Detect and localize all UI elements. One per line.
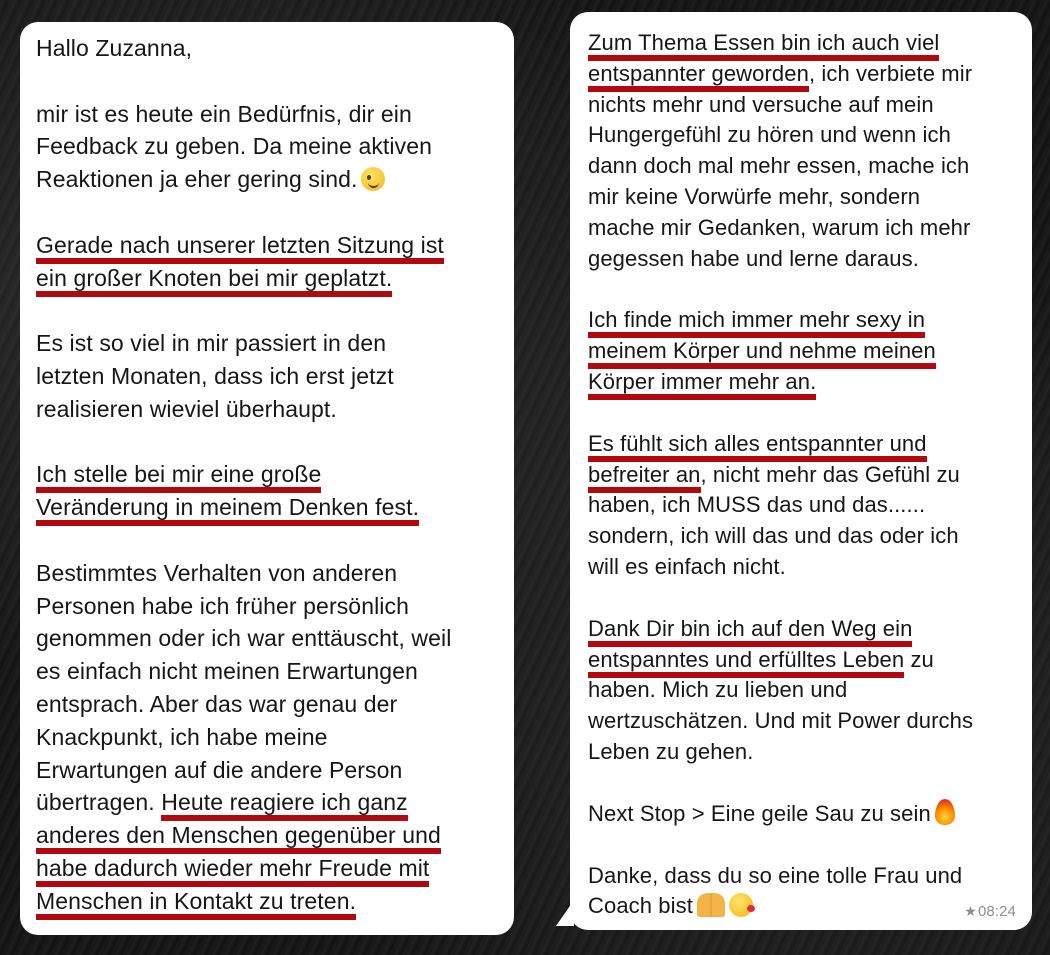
highlighted-text: Gerade nach unserer letzten Sitzung ist <box>36 232 444 264</box>
message-line <box>36 786 500 819</box>
message-line <box>588 120 1020 151</box>
message-text: Coach bist <box>588 893 693 919</box>
highlighted-text: entspanntes und erfülltes Leben <box>588 647 904 678</box>
message-line <box>36 557 500 590</box>
message-line <box>36 393 500 426</box>
message-line <box>36 754 500 787</box>
message-line <box>588 490 1020 521</box>
message-text: sondern, ich will das und das oder ich <box>588 523 959 549</box>
paragraph-gap <box>588 583 1020 614</box>
message-line <box>36 32 500 65</box>
message-line <box>588 59 1020 90</box>
message-line <box>36 819 500 852</box>
message-line <box>588 28 1020 59</box>
message-bubble-right[interactable] <box>570 12 1032 930</box>
paragraph-gap <box>36 196 500 229</box>
highlighted-text: entspannter geworden <box>588 61 809 92</box>
praying-hands-emoji-icon <box>697 893 725 917</box>
message-line <box>36 130 500 163</box>
message-text: Next Stop > Eine geile Sau zu sein <box>588 800 931 826</box>
highlighted-text: Dank Dir bin ich auf den Weg ein <box>588 616 912 647</box>
message-line <box>588 305 1020 336</box>
message-text: wertzuschätzen. Und mit Power durchs <box>588 708 974 734</box>
message-text: Danke, dass du so eine tolle Frau und <box>588 862 963 888</box>
paragraph-gap <box>36 426 500 459</box>
message-line <box>36 98 500 131</box>
message-line <box>36 327 500 360</box>
message-text: mache mir Gedanken, warum ich mehr <box>588 214 971 240</box>
message-line <box>36 360 500 393</box>
message-line <box>588 336 1020 367</box>
message-text: haben. Mich zu lieben und <box>588 677 848 703</box>
paragraph-gap <box>36 524 500 557</box>
message-line <box>588 891 1020 922</box>
message-text: Reaktionen ja eher gering sind. <box>36 166 358 193</box>
paragraph-gap <box>588 830 1020 861</box>
paragraph-gap <box>588 768 1020 799</box>
paragraph-gap <box>36 65 500 98</box>
highlighted-text: Veränderung in meinem Denken fest. <box>36 494 419 526</box>
highlighted-text: Zum Thema Essen bin ich auch viel <box>588 30 939 61</box>
paragraph-gap <box>588 274 1020 305</box>
message-text: Hallo Zuzanna, <box>36 35 193 61</box>
message-line <box>36 655 500 688</box>
message-line <box>588 521 1020 552</box>
message-text: realisieren wieviel überhaupt. <box>36 395 337 422</box>
message-text: nichts mehr und versuche auf mein <box>588 91 934 117</box>
message-text: will es einfach nicht. <box>588 553 786 579</box>
message-text: entsprach. Aber das war genau der <box>36 690 398 717</box>
message-line <box>588 367 1020 398</box>
highlighted-text: meinem Körper und nehme meinen <box>588 338 936 369</box>
message-text: Bestimmtes Verhalten von anderen <box>36 559 398 586</box>
message-line <box>588 706 1020 737</box>
message-line <box>588 861 1020 892</box>
message-line <box>588 799 1020 830</box>
message-line <box>36 590 500 623</box>
timestamp-text: 08:24 <box>977 903 1016 920</box>
message-text: Hungergefühl zu hören und wenn ich <box>588 122 951 148</box>
message-line <box>36 262 500 295</box>
message-text: genommen oder ich war enttäuscht, weil <box>36 625 452 652</box>
message-text: , nicht mehr das Gefühl zu <box>700 461 960 487</box>
bubble-tail <box>556 900 574 926</box>
message-line <box>588 552 1020 583</box>
message-line <box>588 737 1020 768</box>
message-line <box>36 491 500 524</box>
message-line <box>588 90 1020 121</box>
wink-emoji-icon <box>361 167 385 191</box>
message-line <box>36 458 500 491</box>
message-text: haben, ich MUSS das und das...... <box>588 492 926 518</box>
message-text: Feedback zu geben. Da meine aktiven <box>36 133 433 160</box>
highlighted-text: Körper immer mehr an. <box>588 369 816 400</box>
kissing-face-emoji-icon <box>729 893 753 917</box>
message-text: es einfach nicht meinen Erwartungen <box>36 658 418 685</box>
highlighted-text: Es fühlt sich alles entspannter und <box>588 431 927 462</box>
message-timestamp <box>964 903 1016 920</box>
highlighted-text: Heute reagiere ich ganz <box>161 789 408 821</box>
message-text: Knackpunkt, ich habe meine <box>36 723 328 750</box>
message-line <box>36 688 500 721</box>
highlighted-text: anderes den Menschen gegenüber und <box>36 822 441 854</box>
highlighted-text: befreiter an <box>588 462 701 493</box>
message-line <box>588 645 1020 676</box>
highlighted-text: Ich finde mich immer mehr sexy in <box>588 307 925 338</box>
message-text: letzten Monaten, dass ich erst jetzt <box>36 362 394 389</box>
fire-emoji-icon <box>935 799 955 825</box>
highlighted-text: ein großer Knoten bei mir geplatzt. <box>36 265 392 297</box>
message-text: mir keine Vorwürfe mehr, sondern <box>588 183 921 209</box>
message-line <box>36 622 500 655</box>
message-line <box>588 151 1020 182</box>
highlighted-text: Menschen in Kontakt zu treten. <box>36 888 356 920</box>
message-text: mir ist es heute ein Bedürfnis, dir ein <box>36 100 412 127</box>
message-line <box>36 885 500 918</box>
message-line <box>588 460 1020 491</box>
message-text: , ich verbiete mir <box>808 60 973 86</box>
message-line <box>588 614 1020 645</box>
message-text: Erwartungen auf die andere Person <box>36 756 403 783</box>
message-text: zu <box>904 646 934 672</box>
message-text: gegessen habe und lerne daraus. <box>588 245 919 271</box>
highlighted-text: habe dadurch wieder mehr Freude mit <box>36 855 429 887</box>
message-line <box>588 182 1020 213</box>
paragraph-gap <box>36 294 500 327</box>
message-line <box>588 429 1020 460</box>
message-text: dann doch mal mehr essen, mache ich <box>588 153 970 179</box>
highlighted-text: Ich stelle bei mir eine große <box>36 461 321 493</box>
message-text: Personen habe ich früher persönlich <box>36 592 410 619</box>
paragraph-gap <box>588 398 1020 429</box>
message-text: übertragen. <box>36 789 162 816</box>
message-bubble-left[interactable] <box>20 22 514 935</box>
message-line <box>36 163 500 196</box>
message-line <box>588 213 1020 244</box>
message-line <box>36 229 500 262</box>
message-line <box>36 852 500 885</box>
message-line <box>36 721 500 754</box>
star-icon: ★ <box>964 903 977 919</box>
message-text: Leben zu gehen. <box>588 738 754 764</box>
message-text: Es ist so viel in mir passiert in den <box>36 330 387 357</box>
message-line <box>588 675 1020 706</box>
message-line <box>588 244 1020 275</box>
